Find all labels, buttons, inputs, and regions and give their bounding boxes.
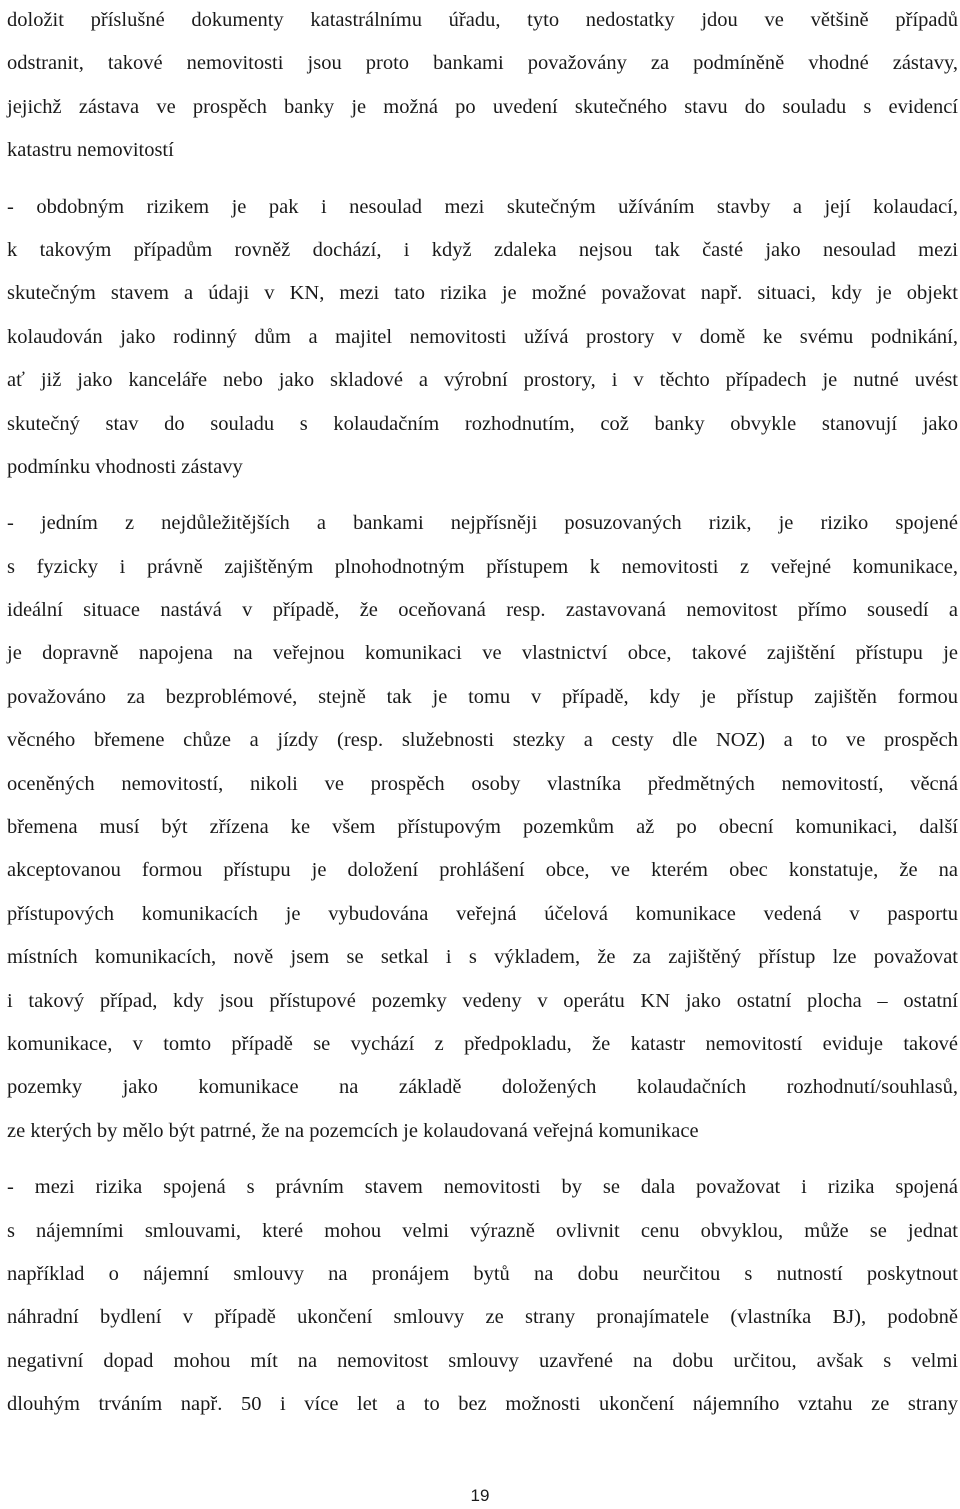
text-line: - jedním z nejdůležitějších a bankami nejpřísněji posuzovaných rizik, je riziko spojené xyxy=(7,512,958,535)
text-line: doložit příslušné dokumenty katastrálnímu úřadu, tyto nedostatky jdou ve většině případů xyxy=(7,9,958,31)
text-line: místních komunikacích, nově jsem se setkal i s výkladem, že za zajištěný přístup lze považovat xyxy=(7,946,958,969)
text-line: oceněných nemovitostí, nikoli ve prospěch osoby vlastníka předmětných nemovitostí, věcná xyxy=(7,772,958,795)
text-line: přístupových komunikacích je vybudována veřejná účelová komunikace vedená v pasportu xyxy=(7,902,958,925)
document-page xyxy=(7,0,958,1427)
text-line: ideální situace nastává v případě, že oceňovaná resp. zastavovaná nemovitost přímo sousedí a xyxy=(7,599,958,622)
text-line: například o nájemní smlouvy na pronájem bytů na dobu neurčitou s nutností poskytnout xyxy=(7,1262,958,1285)
text-line: podmínku vhodnosti zástavy xyxy=(7,455,243,478)
text-line: náhradní bydlení v případě ukončení smlouvy ze strany pronajímatele (vlastníka BJ), podobně xyxy=(7,1306,958,1329)
page-number: 19 xyxy=(470,1486,490,1505)
text-line: - mezi rizika spojená s právním stavem nemovitosti by se dala považovat i rizika spojená xyxy=(7,1176,958,1199)
paragraph-4 xyxy=(7,1166,958,1426)
text-line: negativní dopad mohou mít na nemovitost smlouvy uzavřené na dobu určitou, avšak s velmi xyxy=(7,1349,958,1372)
paragraph-1 xyxy=(7,0,958,173)
text-line: věcného břemene chůze a jízdy (resp. služebnosti stezky a cesty dle NOZ) a to ve prospěch xyxy=(7,729,958,752)
paragraph-2 xyxy=(7,186,958,490)
text-line: s fyzicky i právně zajištěným plnohodnotným přístupem k nemovitosti z veřejné komunikace, xyxy=(7,555,958,578)
text-line: skutečný stav do souladu s kolaudačním rozhodnutím, což banky obvykle stanovují jako xyxy=(7,412,958,435)
text-line: akceptovanou formou přístupu je doložení prohlášení obce, ve kterém obec konstatuje, že na xyxy=(7,859,958,882)
text-line: - obdobným rizikem je pak i nesoulad mezi skutečným užíváním stavby a její kolaudací, xyxy=(7,195,958,218)
text-line: je dopravně napojena na veřejnou komunikaci ve vlastnictví obce, takové zajištění přístupu je xyxy=(7,642,958,665)
text-line: skutečným stavem a údaji v KN, mezi tato rizika je možné považovat např. situaci, kdy je objekt xyxy=(7,282,958,305)
text-line: ze kterých by mělo být patrné, že na pozemcích je kolaudovaná veřejná komunikace xyxy=(7,1119,699,1142)
text-line: kolaudován jako rodinný dům a majitel nemovitosti užívá prostory v domě ke svému podnikání, xyxy=(7,325,958,348)
text-line: komunikace, v tomto případě se vychází z předpokladu, že katastr nemovitostí eviduje takové xyxy=(7,1032,958,1055)
text-line: jejichž zástava ve prospěch banky je možná po uvedení skutečného stavu do souladu s evidencí xyxy=(7,95,958,118)
text-line: odstranit, takové nemovitosti jsou proto bankami považovány za podmíněně vhodné zástavy, xyxy=(7,52,958,75)
text-line: i takový případ, kdy jsou přístupové pozemky vedeny v operátu KN jako ostatní plocha – ostatní xyxy=(7,989,958,1012)
text-line: považováno za bezproblémové, stejně tak je tomu v případě, kdy je přístup zajištěn formou xyxy=(7,685,958,708)
text-line: dlouhým trváním např. 50 i více let a to bez možnosti ukončení nájemního vztahu ze strany xyxy=(7,1393,958,1416)
text-line: k takovým případům rovněž dochází, i když zdaleka nejsou tak časté jako nesoulad mezi xyxy=(7,238,958,261)
text-line: pozemky jako komunikace na základě doložených kolaudačních rozhodnutí/souhlasů, xyxy=(7,1076,958,1099)
text-line: s nájemními smlouvami, které mohou velmi výrazně ovlivnit cenu obvyklou, může se jednat xyxy=(7,1219,958,1242)
text-line: katastru nemovitostí xyxy=(7,139,174,162)
text-line: ať již jako kanceláře nebo jako skladové a výrobní prostory, i v těchto případech je nutné uvést xyxy=(7,369,958,392)
paragraph-3 xyxy=(7,502,958,1153)
text-line: břemena musí být zřízena ke všem přístupovým pozemkům až po obecní komunikaci, další xyxy=(7,816,958,839)
